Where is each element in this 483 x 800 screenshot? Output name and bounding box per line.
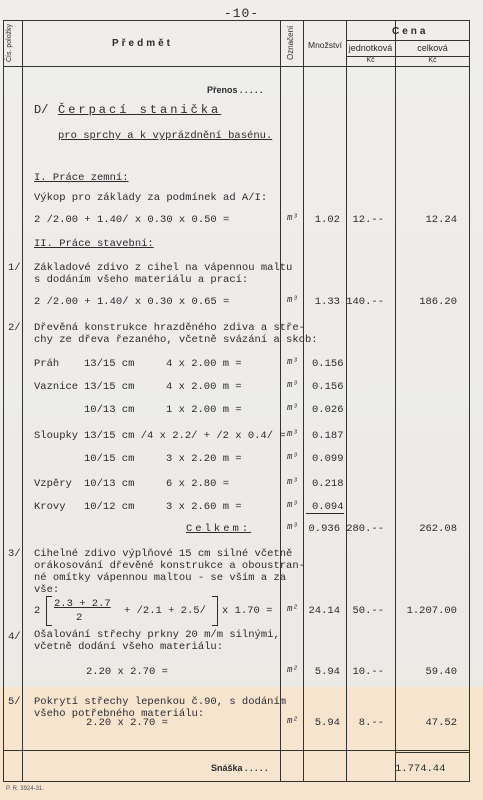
- timber-size: 13/15 cm: [84, 358, 135, 370]
- column-rule: [280, 20, 281, 782]
- quantity-value: 5.94: [314, 717, 340, 729]
- part-heading-text: I. Práce zemní:: [34, 172, 129, 184]
- formula-factor: 2: [34, 605, 41, 617]
- quantity-value: 1.33: [314, 296, 340, 308]
- unit-label: m³: [287, 295, 298, 305]
- unit-price-value: 10.--: [352, 666, 384, 678]
- celkem-label: Celkem:: [186, 523, 252, 535]
- print-code: P. R. 3924-31.: [6, 786, 44, 792]
- unit-label: m²: [287, 716, 298, 726]
- unit-label: m³: [287, 403, 298, 413]
- unit-price-value: 12.--: [352, 214, 384, 226]
- formula-bracket: [212, 596, 218, 626]
- item-number: 1/: [8, 262, 21, 274]
- timber-name: Vzpěry: [34, 478, 72, 490]
- unit-price-value: 8.--: [358, 717, 384, 729]
- unit-label: m³: [287, 500, 298, 510]
- column-rule: [22, 20, 23, 782]
- item-calculation: 2 /2.00 + 1.40/ x 0.30 x 0.65 =: [34, 296, 230, 308]
- quantity-value: 0.936: [308, 523, 340, 535]
- unit-label: m³: [287, 429, 298, 439]
- header-bottom-rule: [3, 66, 470, 67]
- snaska-rule: [3, 750, 470, 751]
- formula-end: x 1.70 =: [222, 605, 273, 617]
- item-text: chy ze dřeva řezaného, včetně svázání a skob:: [34, 334, 318, 346]
- unit-price-value: 50.--: [352, 605, 384, 617]
- item-number: 2/: [8, 322, 21, 334]
- unit-label: m³: [287, 380, 298, 390]
- item-number: 4/: [8, 631, 21, 643]
- timber-size: 10/15 cm: [84, 453, 135, 465]
- col-predmet-header: Předmět: [112, 38, 174, 49]
- formula-numerator: 2.3 + 2.7: [54, 598, 111, 610]
- item-calculation: 2.20 x 2.70 =: [86, 717, 168, 729]
- unit-kc-label: Kč: [366, 57, 375, 64]
- timber-qty: 0.187: [312, 430, 344, 442]
- unit-price-value: 280.--: [346, 523, 384, 535]
- item-calculation: 2 /2.00 + 1.40/ x 0.30 x 0.50 =: [34, 214, 230, 226]
- total-value: 12.24: [425, 214, 457, 226]
- timber-name: Krovy: [34, 501, 66, 513]
- sum-rule: [306, 513, 344, 514]
- item-text: Základové zdivo z cihel na vápennou maltu: [34, 262, 293, 274]
- timber-size: 10/13 cm: [84, 478, 135, 490]
- prenos-label: Přenos . . . . .: [207, 85, 263, 95]
- part-heading: [34, 172, 129, 184]
- item-text: Pokrytí střechy lepenkou č.90, s dodáním: [34, 696, 287, 708]
- item-number: 5/: [8, 696, 21, 708]
- unit-label: m²: [287, 665, 298, 675]
- item-text: vše:: [34, 584, 60, 596]
- section-subtitle: pro sprchy a k vyprázdnění basénu.: [58, 130, 273, 142]
- timber-size: 10/13 cm: [84, 404, 135, 416]
- timber-calc: 4 x 2.00 m =: [166, 358, 242, 370]
- timber-size: 13/15 cm /4 x 2.2/ + /2 x 0.4/ =: [84, 430, 286, 442]
- item-text: s dodáním všeho materiálu a prací:: [34, 274, 249, 286]
- formula-bracket: [46, 596, 52, 626]
- unit-kc-label: Kč: [428, 57, 437, 64]
- total-value: 186.20: [419, 296, 457, 308]
- timber-qty: 0.026: [312, 404, 344, 416]
- snaska-rule: [395, 752, 470, 753]
- part-heading-text: II. Práce stavební:: [34, 238, 154, 250]
- timber-calc: 3 x 2.20 m =: [166, 453, 242, 465]
- col-jednotkova-header: jednotková: [348, 43, 393, 53]
- timber-calc: 3 x 2.60 m =: [166, 501, 242, 513]
- formula-middle: + /2.1 + 2.5/: [124, 605, 206, 617]
- total-value: 262.08: [419, 523, 457, 535]
- unit-label: m²: [287, 604, 298, 614]
- section-letter: D/: [34, 103, 49, 117]
- timber-size: 10/12 cm: [84, 501, 135, 513]
- timber-qty: 0.156: [312, 358, 344, 370]
- formula-denominator: 2: [76, 612, 83, 624]
- timber-name: Sloupky: [34, 430, 79, 442]
- grand-total-value: 1.774.44: [395, 763, 446, 775]
- quantity-value: 1.02: [314, 214, 340, 226]
- timber-calc: 4 x 2.00 m =: [166, 381, 242, 393]
- snaska-label: Snáška . . . . .: [211, 763, 268, 773]
- timber-qty: 0.099: [312, 453, 344, 465]
- unit-label: m³: [287, 522, 298, 532]
- timber-calc: 6 x 2.80 =: [166, 478, 230, 490]
- col-mnozstvi-header: Množství: [307, 40, 342, 50]
- item-text: včetně dodání všeho materiálu:: [34, 641, 224, 653]
- item-text: orákosování dřevěné konstrukce a oboustran-: [34, 560, 305, 572]
- section-title: Čerpací stanička: [58, 103, 222, 117]
- item-text: všeho potřebného materiálu:: [34, 708, 205, 720]
- item-calculation: 2.20 x 2.70 =: [86, 666, 168, 678]
- unit-label: m³: [287, 477, 298, 487]
- timber-qty: 0.156: [312, 381, 344, 393]
- timber-calc: 1 x 2.00 m =: [166, 404, 242, 416]
- col-oznaceni-header: Označení: [286, 25, 295, 60]
- timber-name: Vaznice: [34, 381, 79, 393]
- total-value: 1.207.00: [406, 605, 457, 617]
- total-value: 59.40: [425, 666, 457, 678]
- item-text: né omítky vápennou maltou - se vším a za: [34, 572, 287, 584]
- unit-label: m³: [287, 357, 298, 367]
- unit-price-value: 140.--: [346, 296, 384, 308]
- timber-size: 13/15 cm: [84, 381, 135, 393]
- item-text: Ošalování střechy prkny 20 m/m silnými,: [34, 629, 280, 641]
- total-value: 47.52: [425, 717, 457, 729]
- item-text: Cihelné zdivo výplňové 15 cm silné včetně: [34, 548, 293, 560]
- unit-label: m³: [287, 452, 298, 462]
- header-rule: [346, 40, 470, 41]
- timber-qty: 0.218: [312, 478, 344, 490]
- item-text: Výkop pro základy za podmínek ad A/I:: [34, 192, 268, 204]
- page-number: -10-: [223, 6, 260, 21]
- quantity-value: 5.94: [314, 666, 340, 678]
- col-cena-header: Cena: [392, 26, 429, 37]
- part-heading: [34, 238, 154, 250]
- item-number: 3/: [8, 548, 21, 560]
- col-celkova-header: celková: [417, 43, 448, 53]
- timber-name: Práh: [34, 358, 60, 370]
- timber-qty: 0.094: [312, 501, 344, 513]
- unit-label: m³: [287, 213, 298, 223]
- item-text: Dřevěná konstrukce hrazděného zdiva a stře-: [34, 322, 305, 334]
- col-polozky-header: Čís. položky: [6, 23, 13, 62]
- quantity-value: 24.14: [308, 605, 340, 617]
